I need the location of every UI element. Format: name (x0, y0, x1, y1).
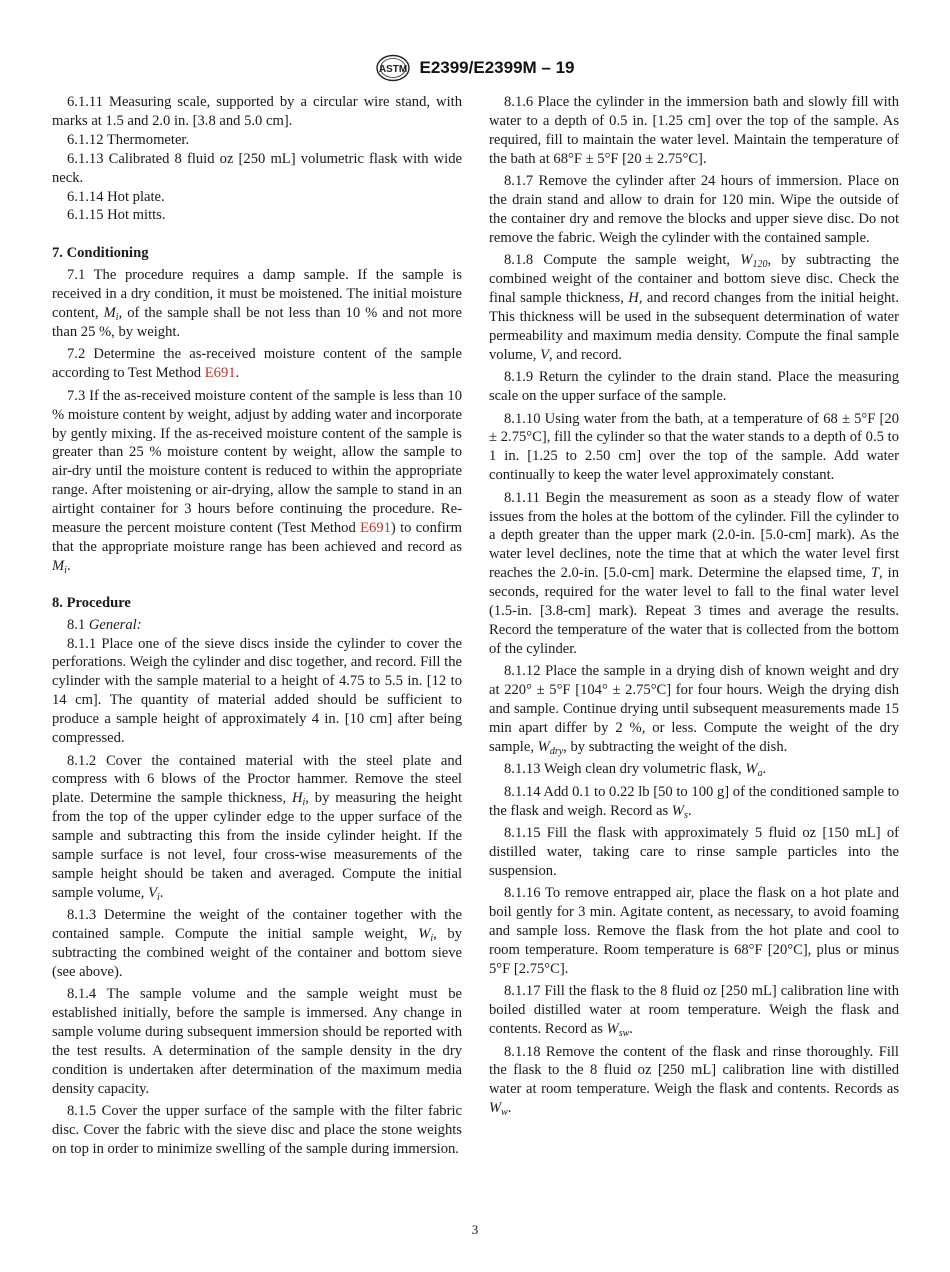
ref-link-e691[interactable]: E691 (204, 365, 236, 382)
section-8-1-2: 8.1.2 Cover the contained material with the steel plate and compress with 6 blows of the Proctor hammer. Remove the steel plate. Determine the sample thickness, $H_i$, by measuring the height from the top of the upper cylinder edge to the upper surface of the sample and subtracting this from the inside cylinder height. If the sample surface is not level, four cross-wise measurements of the sample height should be taken and averaged. Compute the initial sample volume, $V_i$. (52, 752, 462, 903)
section-8-1-1: 8.1.1 Place one of the sieve discs inside the cylinder to cover the perforations. Weigh the cylinder and disc together, and record. Fill the cylinder with the sample material to a height of 4.75 to 5.5 in. [12 to 14 cm]. The quantity of material added should be sufficient to produce a sample height of approximately 4 in. [10 cm] after being compressed. (52, 635, 462, 747)
document-designation: E2399/E2399M – 19 (419, 58, 575, 77)
section-8-1-3: 8.1.3 Determine the weight of the container together with the contained sample. Compute the initial sample weight, $W_i$, by subtracting the combined weight of the container and bottom sieve (see above). (52, 907, 463, 980)
section-8-1-18: 8.1.18 Remove the content of the flask and rinse thoroughly. Fill the flask to the 8 fluid oz [250 mL] calibration line with distilled water at room temperature. Weigh the flask and contents. Records as $W_w$. (489, 1043, 899, 1119)
section-8-1-16: 8.1.16 To remove entrapped air, place the flask on a hot plate and boil gently for 3 min. Agitate content, as necessary, to avoid foaming and sample loss. Remove the flask from the hot plate and cool to room temperature. Room temperature is 68°F [20°C], plus or minus 5°F [2.75°C]. (489, 885, 899, 977)
section-6-1-14: 6.1.14 Hot plate. (67, 188, 165, 205)
section-8-1-12: 8.1.12 Place the sample in a drying dish of known weight and dry at 220° ± 5°F [104° ± 2.75°C] for four hours. Weigh the drying dish and sample. Continue drying until subsequent measurements made 15 min apart differ by 2 %, or less. Compute the weight of the dry sample, $W_{dry}$, by subtracting the weight of the dish. (489, 663, 899, 757)
section-8-1-4: 8.1.4 The sample volume and the sample weight must be established initially, before the sample is immersed. Any change in sample volume during subsequent immersion should be reported with the test results. A determination of the sample density in the dry condition is undertaken after determination of the maximum media density capacity. (52, 986, 462, 1097)
section-8-1-8: 8.1.8 Compute the sample weight, $W_{120}$, by subtracting the combined weight of the container and bottom sieve disc. Check the final sample thickness, H, and record changes from the initial height. This thickness will be used in the subsequent determination of water permeability and maximum media density. Compute the final sample volume, V, and record. (489, 252, 899, 363)
section-8-1-14: 8.1.14 Add 0.1 to 0.22 lb [50 to 100 g] of the conditioned sample to the flask and weigh. Record as $W_s$. (489, 783, 899, 821)
section-6-1-13: 6.1.13 Calibrated 8 fluid oz [250 mL] volumetric flask with wide neck. (52, 150, 462, 186)
section-8-1-9: 8.1.9 Return the cylinder to the drain stand. Place the measuring scale on the upper surface of the sample. (489, 369, 899, 405)
section-8-1-13: 8.1.13 Weigh clean dry volumetric flask, $W_a$. (504, 761, 767, 780)
section-8-1: 8.1 General: (67, 616, 142, 633)
section-6-1-12: 6.1.12 Thermometer. (67, 131, 190, 148)
heading-procedure: 8. Procedure (52, 594, 131, 611)
left-column (52, 93, 462, 1159)
section-8-1-6: 8.1.6 Place the cylinder in the immersion bath and slowly fill with water to a depth of 0.5 in. [1.25 cm] over the top of the sample. As required, fill to maintain the water level. Maintain the temperature of the bath at 68°F ± 5°F [20 ± 2.75°C]. (489, 94, 899, 167)
section-8-1-15: 8.1.15 Fill the flask with approximately 5 fluid oz [150 mL] of distilled water, taking care to rinse sample particles into the suspension. (489, 825, 899, 879)
section-7-1: 7.1 The procedure requires a damp sample. If the sample is received in a dry condition, it must be moistened. The initial moisture content, $M_i$, of the sample shall be not less than 10 % and not more than 25 %, by weight. (52, 267, 462, 340)
section-8-1-7: 8.1.7 Remove the cylinder after 24 hours of immersion. Place on the drain stand and allow to drain for 120 min. Wipe the outside of the container dry and remove the blocks and upper sieve disc. Do not remove the fabric. Weigh the cylinder with the contained sample. (489, 173, 899, 246)
section-7-2: 7.2 Determine the as-received moisture content of the sample according to Test Method E691. (52, 346, 462, 382)
section-7-3: 7.3 If the as-received moisture content of the sample is less than 10 % moisture content by weight, adjust by adding water and incorporate by gently mixing. If the as-received moisture content of the sample is greater than 25 % moisture content by weight, allow the sample to air-dry until the moisture content is reduced to within the appropriate range. After moistening or air-drying, allow the sample to stand in an airtight container for 3 hours before continuing the procedure. Re-measure the percent moisture content (Test Method E691) to confirm that the appropriate moisture range has been achieved and record as $M_i$. (52, 387, 462, 576)
section-6-1-11: 6.1.11 Measuring scale, supported by a circular wire stand, with marks at 1.5 and 2.0 in. [3.8 and 5.0 cm]. (52, 94, 462, 129)
astm-logo-icon (375, 54, 411, 82)
section-8-1-10: 8.1.10 Using water from the bath, at a temperature of 68 ± 5°F [20 ± 2.75°C], fill the cylinder so that the water stands to a depth of 0.5 to 1 in. [1.25 to 2.50 cm] over the top of the sample. Add water continually to keep the water level approximately constant. (489, 410, 899, 484)
section-6-1-15: 6.1.15 Hot mitts. (67, 207, 166, 224)
section-8-1-11: 8.1.11 Begin the measurement as soon as a steady flow of water issues from the holes at the bottom of the cylinder. Fill the cylinder to a depth greater than the upper mark (2.0-in. [5.0-cm] mark). As the water level declines, note the time that at which the water level first reaches the 2.0-in. [5.0-cm] mark. Determine the elapsed time, T, in seconds, required for the water level to fall to the final water level (1.5-in. [3.8-cm] mark). Repeat 3 times and average the results. Record the temperature of the water that is collected from the bottom of the cylinder. (489, 489, 899, 657)
page-header (0, 52, 950, 84)
right-column (489, 93, 899, 1118)
page-number: 3 (471, 1222, 479, 1237)
section-8-1-5: 8.1.5 Cover the upper surface of the sample with the filter fabric disc. Cover the fabric with the sieve disc and place the stone weights on top in order to minimize swelling of the sample during immersion. (52, 1103, 462, 1158)
ref-link-e691[interactable]: E691 (360, 520, 391, 537)
section-8-1-17: 8.1.17 Fill the flask to the 8 fluid oz [250 mL] calibration line with boiled distilled water at room temperature. Weigh the flask and contents. Record as $W_{sw}$. (489, 983, 899, 1040)
heading-conditioning: 7. Conditioning (52, 245, 149, 262)
logo-text: ASTM (379, 64, 408, 75)
